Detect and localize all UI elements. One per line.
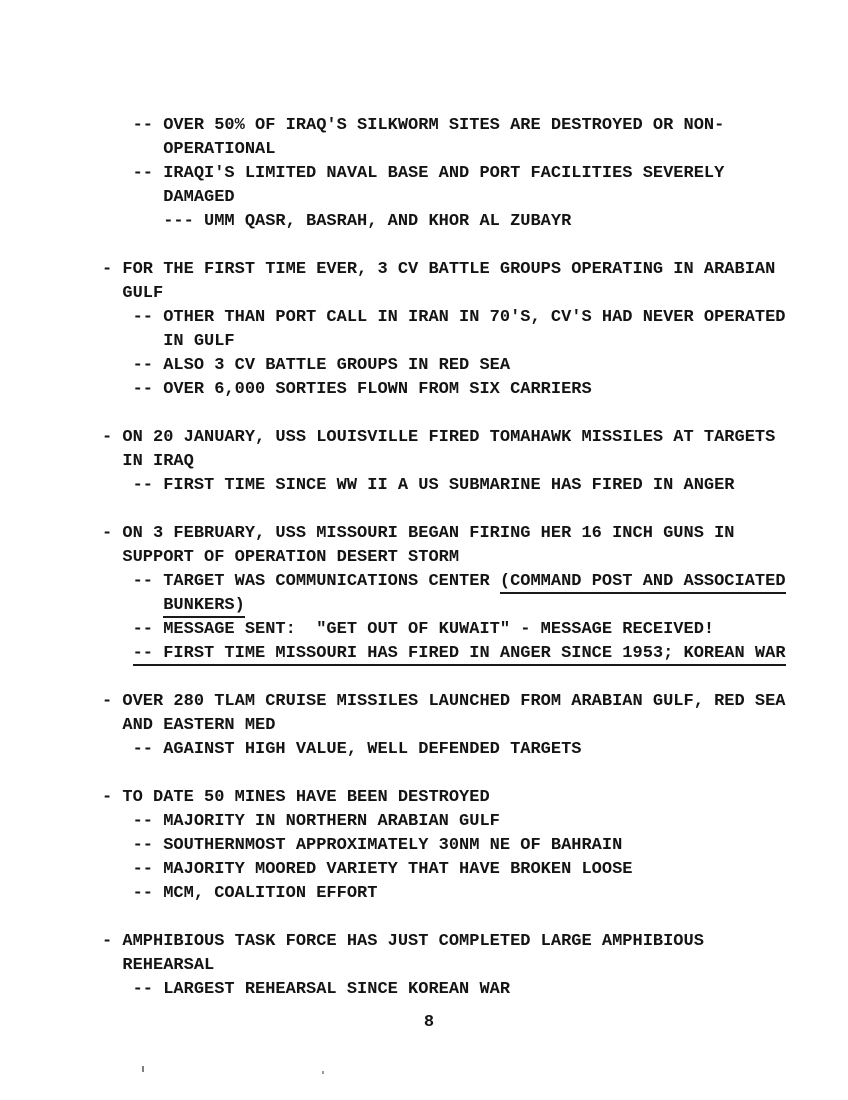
document-line [102,642,786,666]
text-segment: -- TARGET WAS COMMUNICATIONS CENTER [102,572,500,591]
text-segment: - FOR THE FIRST TIME EVER, 3 CV BATTLE GROUPS OPERATING IN ARABIAN [102,260,776,279]
document-line [102,138,786,162]
document-line [102,954,786,978]
document-line [102,762,786,786]
document-line [102,114,786,138]
text-segment: -- FIRST TIME SINCE WW II A US SUBMARINE HAS FIRED IN ANGER [102,476,735,495]
document-line [102,738,786,762]
document-line [102,570,786,594]
text-segment: DAMAGED [102,188,235,207]
text-segment: -- OTHER THAN PORT CALL IN IRAN IN 70'S, CV'S HAD NEVER OPERATED [102,308,786,327]
document-line [102,522,786,546]
scan-speck-artifact [142,1066,144,1072]
document-line [102,906,786,930]
text-segment: -- IRAQI'S LIMITED NAVAL BASE AND PORT FACILITIES SEVERELY [102,164,725,183]
text-segment: - OVER 280 TLAM CRUISE MISSILES LAUNCHED FROM ARABIAN GULF, RED SEA [102,692,786,711]
text-segment: -- OVER 50% OF IRAQ'S SILKWORM SITES ARE DESTROYED OR NON- [102,116,725,135]
text-segment: IN IRAQ [102,452,194,471]
document-body [102,114,786,1002]
document-line [102,978,786,1002]
text-segment: REHEARSAL [102,956,215,975]
text-segment: IN GULF [102,332,235,351]
text-segment: SUPPORT OF OPERATION DESERT STORM [102,548,460,567]
document-line [102,858,786,882]
document-line [102,258,786,282]
text-segment: -- MESSAGE SENT: "GET OUT OF KUWAIT" - MESSAGE RECEIVED! [102,620,715,639]
text-segment: - TO DATE 50 MINES HAVE BEEN DESTROYED [102,788,490,807]
text-segment: --- UMM QASR, BASRAH, AND KHOR AL ZUBAYR [102,212,572,231]
document-line [102,474,786,498]
document-line [102,618,786,642]
document-line [102,834,786,858]
text-segment: AND EASTERN MED [102,716,276,735]
document-line [102,450,786,474]
document-line [102,786,786,810]
text-segment [102,644,133,663]
document-line [102,714,786,738]
document-line [102,690,786,714]
text-segment [102,596,163,615]
document-line [102,210,786,234]
text-segment: -- MCM, COALITION EFFORT [102,884,378,903]
text-segment: - ON 20 JANUARY, USS LOUISVILLE FIRED TOMAHAWK MISSILES AT TARGETS [102,428,776,447]
text-segment: OPERATIONAL [102,140,276,159]
document-line [102,930,786,954]
document-line [102,810,786,834]
scan-speck-artifact [322,1071,324,1074]
text-segment: - AMPHIBIOUS TASK FORCE HAS JUST COMPLETED LARGE AMPHIBIOUS [102,932,704,951]
text-segment: -- AGAINST HIGH VALUE, WELL DEFENDED TARGETS [102,740,582,759]
document-line [102,162,786,186]
document-line [102,498,786,522]
text-segment: -- SOUTHERNMOST APPROXIMATELY 30NM NE OF BAHRAIN [102,836,623,855]
text-segment: GULF [102,284,164,303]
document-line [102,354,786,378]
document-line [102,402,786,426]
document-line [102,594,786,618]
document-line [102,330,786,354]
document-line [102,234,786,258]
text-segment: -- MAJORITY IN NORTHERN ARABIAN GULF [102,812,500,831]
text-segment: -- LARGEST REHEARSAL SINCE KOREAN WAR [102,980,511,999]
underlined-text: -- FIRST TIME MISSOURI HAS FIRED IN ANGER SINCE 1953; KOREAN WAR [133,644,786,666]
document-line [102,378,786,402]
text-segment: - ON 3 FEBRUARY, USS MISSOURI BEGAN FIRING HER 16 INCH GUNS IN [102,524,735,543]
text-segment: -- ALSO 3 CV BATTLE GROUPS IN RED SEA [102,356,511,375]
text-segment: -- OVER 6,000 SORTIES FLOWN FROM SIX CARRIERS [102,380,592,399]
text-segment: -- MAJORITY MOORED VARIETY THAT HAVE BROKEN LOOSE [102,860,633,879]
document-line [102,282,786,306]
document-line [102,426,786,450]
page-number: 8 [423,1013,435,1032]
underlined-text: BUNKERS) [163,596,245,618]
document-line [102,546,786,570]
document-line [102,882,786,906]
document-line [102,306,786,330]
document-line [102,186,786,210]
document-line [102,666,786,690]
underlined-text: (COMMAND POST AND ASSOCIATED [500,572,786,594]
